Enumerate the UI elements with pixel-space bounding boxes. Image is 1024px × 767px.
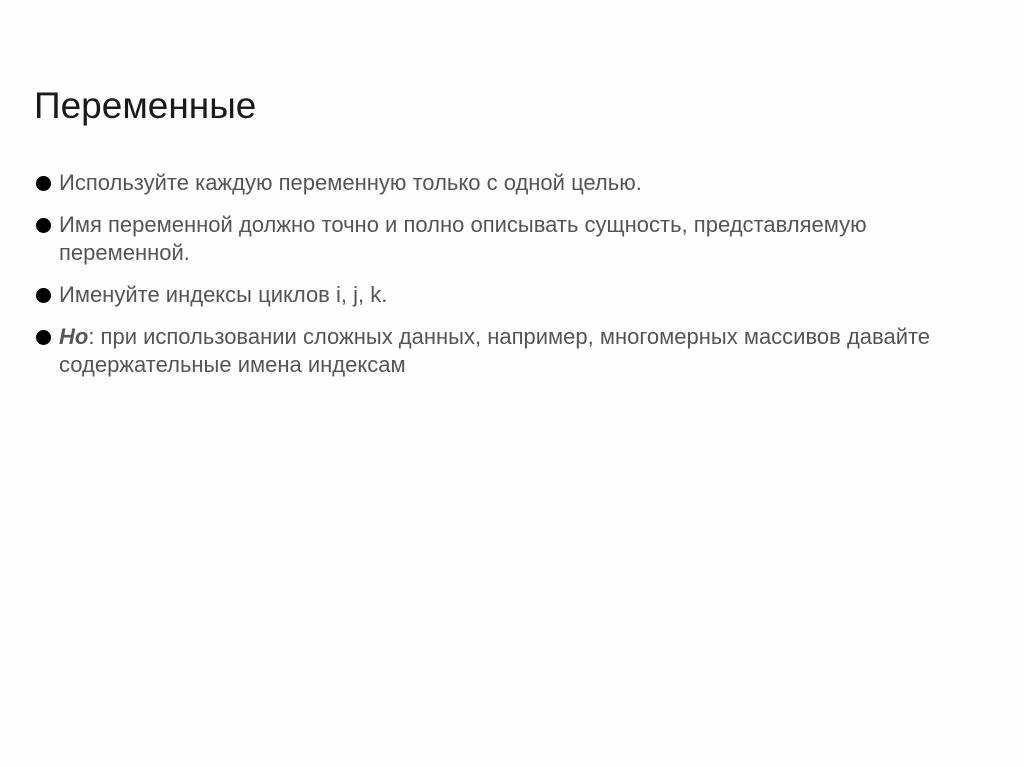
bullet-text: : при использовании сложных данных, например, многомерных массивов давайте содержательные имена индексам: [59, 324, 931, 377]
bullet-dot-icon: [36, 176, 51, 191]
bullet-item-naming: [34, 211, 994, 267]
bullet-emphasis: Но: [59, 324, 89, 349]
bullet-list: [34, 169, 994, 393]
bullet-text: Именуйте индексы циклов i, j, k.: [59, 282, 388, 307]
bullet-dot-icon: [36, 330, 51, 345]
bullet-item-single-purpose: [34, 169, 994, 197]
bullet-dot-icon: [36, 218, 51, 233]
bullet-item-loop-indices: [34, 281, 994, 309]
bullet-text: Используйте каждую переменную только с одной целью.: [59, 170, 642, 195]
bullet-dot-icon: [36, 288, 51, 303]
bullet-text: Имя переменной должно точно и полно описывать сущность, представляемую переменной.: [59, 212, 867, 265]
slide-title: Переменные: [34, 85, 257, 126]
bullet-item-complex-data: [34, 323, 994, 379]
